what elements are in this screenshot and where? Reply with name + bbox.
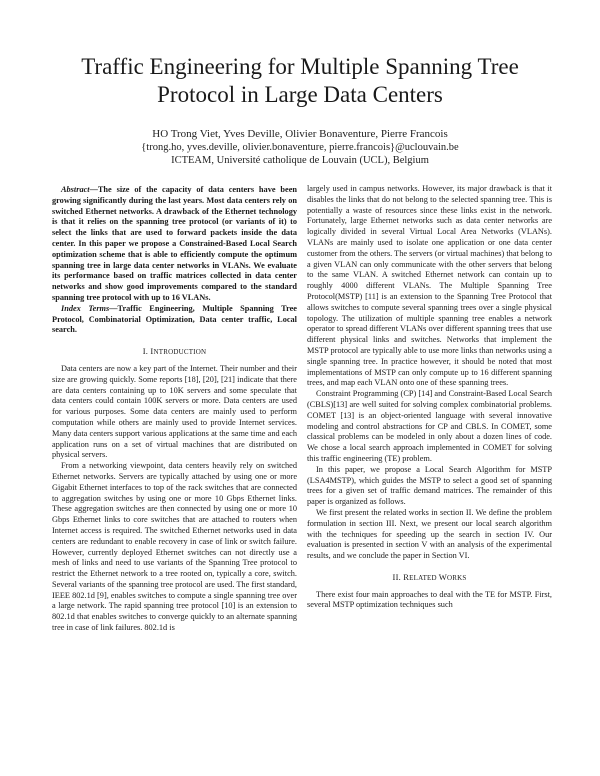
abstract (52, 185, 297, 304)
paragraph: largely used in campus networks. However, its major drawback is that it disables the links that do not belong to the selected spanning tree. This is potentially a waste of resources since these links exist in the network. Fortunately, large Ethernet networks such as data center networks are logically divided in several Virtual Local Area Networks (VLANs). VLANs are mainly used to isolate one application or one data center customer from the others. The servers (or virtual machines) that belong to a given VLAN can only communicate with the other servers that belong to the same VLAN. A switched Ethernet network can contain up to roughly 4000 different VLANs. The Multiple Spanning Tree Protocol(MSTP) [11] is an extension to the Spanning Tree Protocol that allows switches to compute several spanning trees over a single physical topology. The utilization of multiple spanning tree enables a network operator to spread different VLANs over different spanning trees that use different physical links and switches. Networks that implement the MSTP protocol are typically able to use more links than networks using a single spanning tree. In practice however, it should be noted that most implementations of MSTP can only compute up to 16 different spanning trees, and map each VLAN onto one of these spanning trees. (307, 184, 552, 388)
left-column (52, 185, 297, 634)
paragraph: In this paper, we propose a Local Search Algorithm for MSTP (LSA4MSTP), which guides the MSTP to select a good set of spanning trees for a given set of traffic demand matrices. The remainder of this paper is organized as follows. (307, 464, 552, 507)
abstract-label: Abstract— (61, 185, 98, 194)
index-terms-text: Traffic Engineering, Multiple Spanning Tree Protocol, Combinatorial Optimization, Data center traffic, Local search. (52, 303, 297, 335)
section-heading-related-works: II. RELATED WORKS (392, 571, 467, 582)
paragraph: Data centers are now a key part of the Internet. Their number and their size are growing quickly. Some reports [18], [20], [21] indicate that there are data centers containing up to 10K servers and some speculate that data centers could contain 100K servers or more. Data centers are used for various purposes. Some data centers are mainly used to perform computation while others are mainly used to provide Internet services. Many data centers support various applications at the same time and each application runs on a set of virtual machines that are distributed on physical servers. (52, 363, 297, 460)
paper-title (40, 53, 560, 109)
paper-title-line-1: Traffic Engineering for Multiple Spanning Tree (81, 54, 519, 79)
paper-title-line-2: Protocol in Large Data Centers (157, 82, 443, 107)
author-names: HO Trong Viet, Yves Deville, Olivier Bonaventure, Pierre Francois (152, 128, 448, 140)
right-column (307, 184, 552, 611)
author-block (60, 128, 540, 167)
section-heading-introduction: I. INTRODUCTION (142, 346, 207, 357)
paragraph: From a networking viewpoint, data centers heavily rely on switched Ethernet networks. Servers are typically attached by using one or more Gigabit Ethernet interfaces to top of the rack switches that are connected to aggregation switches by using one or more 10 Gbps Ethernet links. These aggregation switches are then connected by using one or more 10 Gbps Ethernet links to core switches that are attached to routers when Internet access is required. The switched Ethernet networks used in data centers are redundant to enable recovery in case of link or switch failure. However, currently deployed Ethernet switches can not directly use a mesh of links and need to use variants of the Spanning Tree protocol to restrict the Ethernet network to a tree rooted on, typically a core, switch. Several variants of the spanning tree protocol are used. The first standard, IEEE 802.1d [9], enables switches to compute a single spanning tree over a large network. The rapid spanning tree protocol [10] is an extension to 802.1d that enables switches to converge quickly to an alternate spanning tree in case of link failures. 802.1d is (52, 461, 297, 633)
paragraph: We first present the related works in section II. We define the problem formulation in section III. Next, we present our local search algorithm with the techniques for speeding up the search in section IV. Our evaluation is presented in section V with an analysis of the experimental results, and we conclude the paper in Section VI. (307, 507, 552, 561)
author-affiliation: ICTEAM, Université catholique de Louvain (UCL), Belgium (171, 155, 429, 166)
index-terms (52, 304, 297, 336)
paragraph: There exist four main approaches to deal with the TE for MSTP. First, several MSTP optimization techniques such (307, 589, 552, 610)
paragraph: Constraint Programming (CP) [14] and Constraint-Based Local Search (CBLS)[13] are well suited for solving complex combinatorial problems. COMET [13] is an object-oriented language with several innovative modeling and control abstractions for CP and CBLS. In COMET, some classical problems can be modeled in only about a dozen lines of code. We chose a local search approach implemented in COMET for solving this traffic engineering (TE) problem. (307, 389, 552, 463)
author-emails: {trong.ho, yves.deville, olivier.bonaventure, pierre.francois}@uclouvain.be (141, 142, 459, 153)
index-terms-label: Index Terms— (61, 303, 118, 313)
abstract-text: The size of the capacity of data centers have been growing significantly during the last years. Most data centers rely on switched Ethernet networks. A drawback of the Ethernet technology is that it relies on the spanning tree protocol (or variants of it) to select the links that are used to forward packets inside the data center. In this paper we propose a Constrained-Based Local Search optimization scheme that is able to efficiently compute the optimum spanning tree in large data center networks in VLANs. We evaluate its performance based on traffic matrices collected in data center networks and show good improvements compared to the standard spanning tree protocol with up to 16 VLANs. (52, 185, 297, 302)
